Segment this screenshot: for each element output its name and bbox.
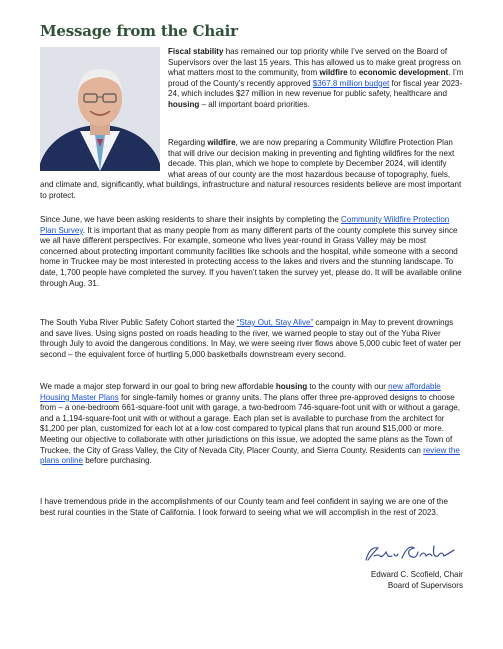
- bold-text: housing: [275, 382, 308, 391]
- signer-organization: Board of Supervisors: [387, 581, 463, 590]
- paragraph-wildfire-survey: Since June, we have been asking residents to share their insights by completing the Community Wildfire Protection Plan Survey. It is important that as many people from as many different parts of the county complete this survey since we all have different perspectives. For example, someone who lives year-round in Grass Valley may be most concerned about protecting important community facilities like schools and the hospital, while someone with a second home in Truckee may be most interested in protecting access to the lakes and rivers and the stunning landscape. To date, 1,700 people have completed the survey. If you haven’t taken the survey yet, please do. It will be available online through Aug. 31.: [40, 215, 462, 288]
- paragraph-housing-plans: We made a major step forward in our goal to bring new affordable housing to the county with our new affordable Housing Master Plans for single-family homes or granny units. The plans offer three pre-approved designs to choose from – a one-bedroom 661-square-foot unit with garage, a two-bedroom 746-square-foot unit with or without a garage, and a 1,194-square-foot unit with or without a garage. Each plan set is available to purchase from the architect for $1,200 per plan, customized for each lot at a low cost compared to typical plans that run around $15,000 or more. Meeting our objective to collaborate with other jurisdictions on this issue, we adopted the same plans as the Town of Truckee, the City of Grass Valley, the City of Nevada City, Placer County, and Sierra County. Residents can review the plans online before purchasing.: [40, 382, 461, 466]
- bold-text: Fiscal stability: [168, 47, 224, 56]
- budget-link[interactable]: $367.8 million budget: [312, 78, 390, 88]
- paragraph-wildfire-plan: Regarding wildfire, we are now preparing a Community Wildfire Protection Plan that will drive our decision making in preventing and fighting wildfires for the next decade. This plan, which we hope to complete by December 2024, will identify what areas of our county are the most hazardous because of topography, fuels, and climate and, significantly, what buildings, infrastructure and natural resources residents believe are most important to protect.: [40, 138, 462, 200]
- page-title: Message from the Chair: [40, 22, 238, 40]
- housing-master-plans-link[interactable]: new affordable Housing Master Plans: [40, 382, 441, 402]
- bold-text: housing: [168, 99, 200, 109]
- paragraph-stay-out-campaign: The South Yuba River Public Safety Cohort started the “Stay Out, Stay Alive” campaign in May to prevent drownings and save lives. Using signs posted on roads heading to the river, we warned people to stay out of the Yuba River through July to avoid the dangerous conditions. In May, we were seeing river flows above 5,000 cubic feet of water per second – the equivalent force of hurtling 5,000 basketballs downstream every second.: [40, 318, 462, 359]
- signer-name: Edward C. Scofield, Chair: [370, 570, 463, 579]
- stay-out-stay-alive-link[interactable]: “Stay Out, Stay Alive”: [236, 318, 314, 327]
- bold-text: economic development: [358, 68, 449, 78]
- bold-text: wildfire: [207, 138, 236, 147]
- signature-block: [371, 569, 463, 591]
- handwritten-signature: [362, 540, 462, 568]
- review-plans-link[interactable]: review the plans online: [40, 445, 460, 466]
- paragraph-fiscal-stability: Fiscal stability has remained our top priority while I’ve served on the Board of Supervisors over the last 15 years. This has allowed us to make great progress on what matters most to the community, from wildfire to economic development. I’m proud of the County’s recently approved $367.8 million budget for fiscal year 2023-24, which includes $27 million in new revenue for public safety, healthcare and housing – all important board priorities.: [168, 47, 464, 109]
- bold-text: wildfire: [319, 68, 348, 78]
- paragraph-closing: I have tremendous pride in the accomplishments of our County team and feel confident in saying we are one of the best rural counties in the State of California. I look forward to seeing what we will accomplish in the rest of 2023.: [40, 497, 448, 517]
- wildfire-survey-link[interactable]: Community Wildfire Protection Plan Survey: [40, 215, 450, 235]
